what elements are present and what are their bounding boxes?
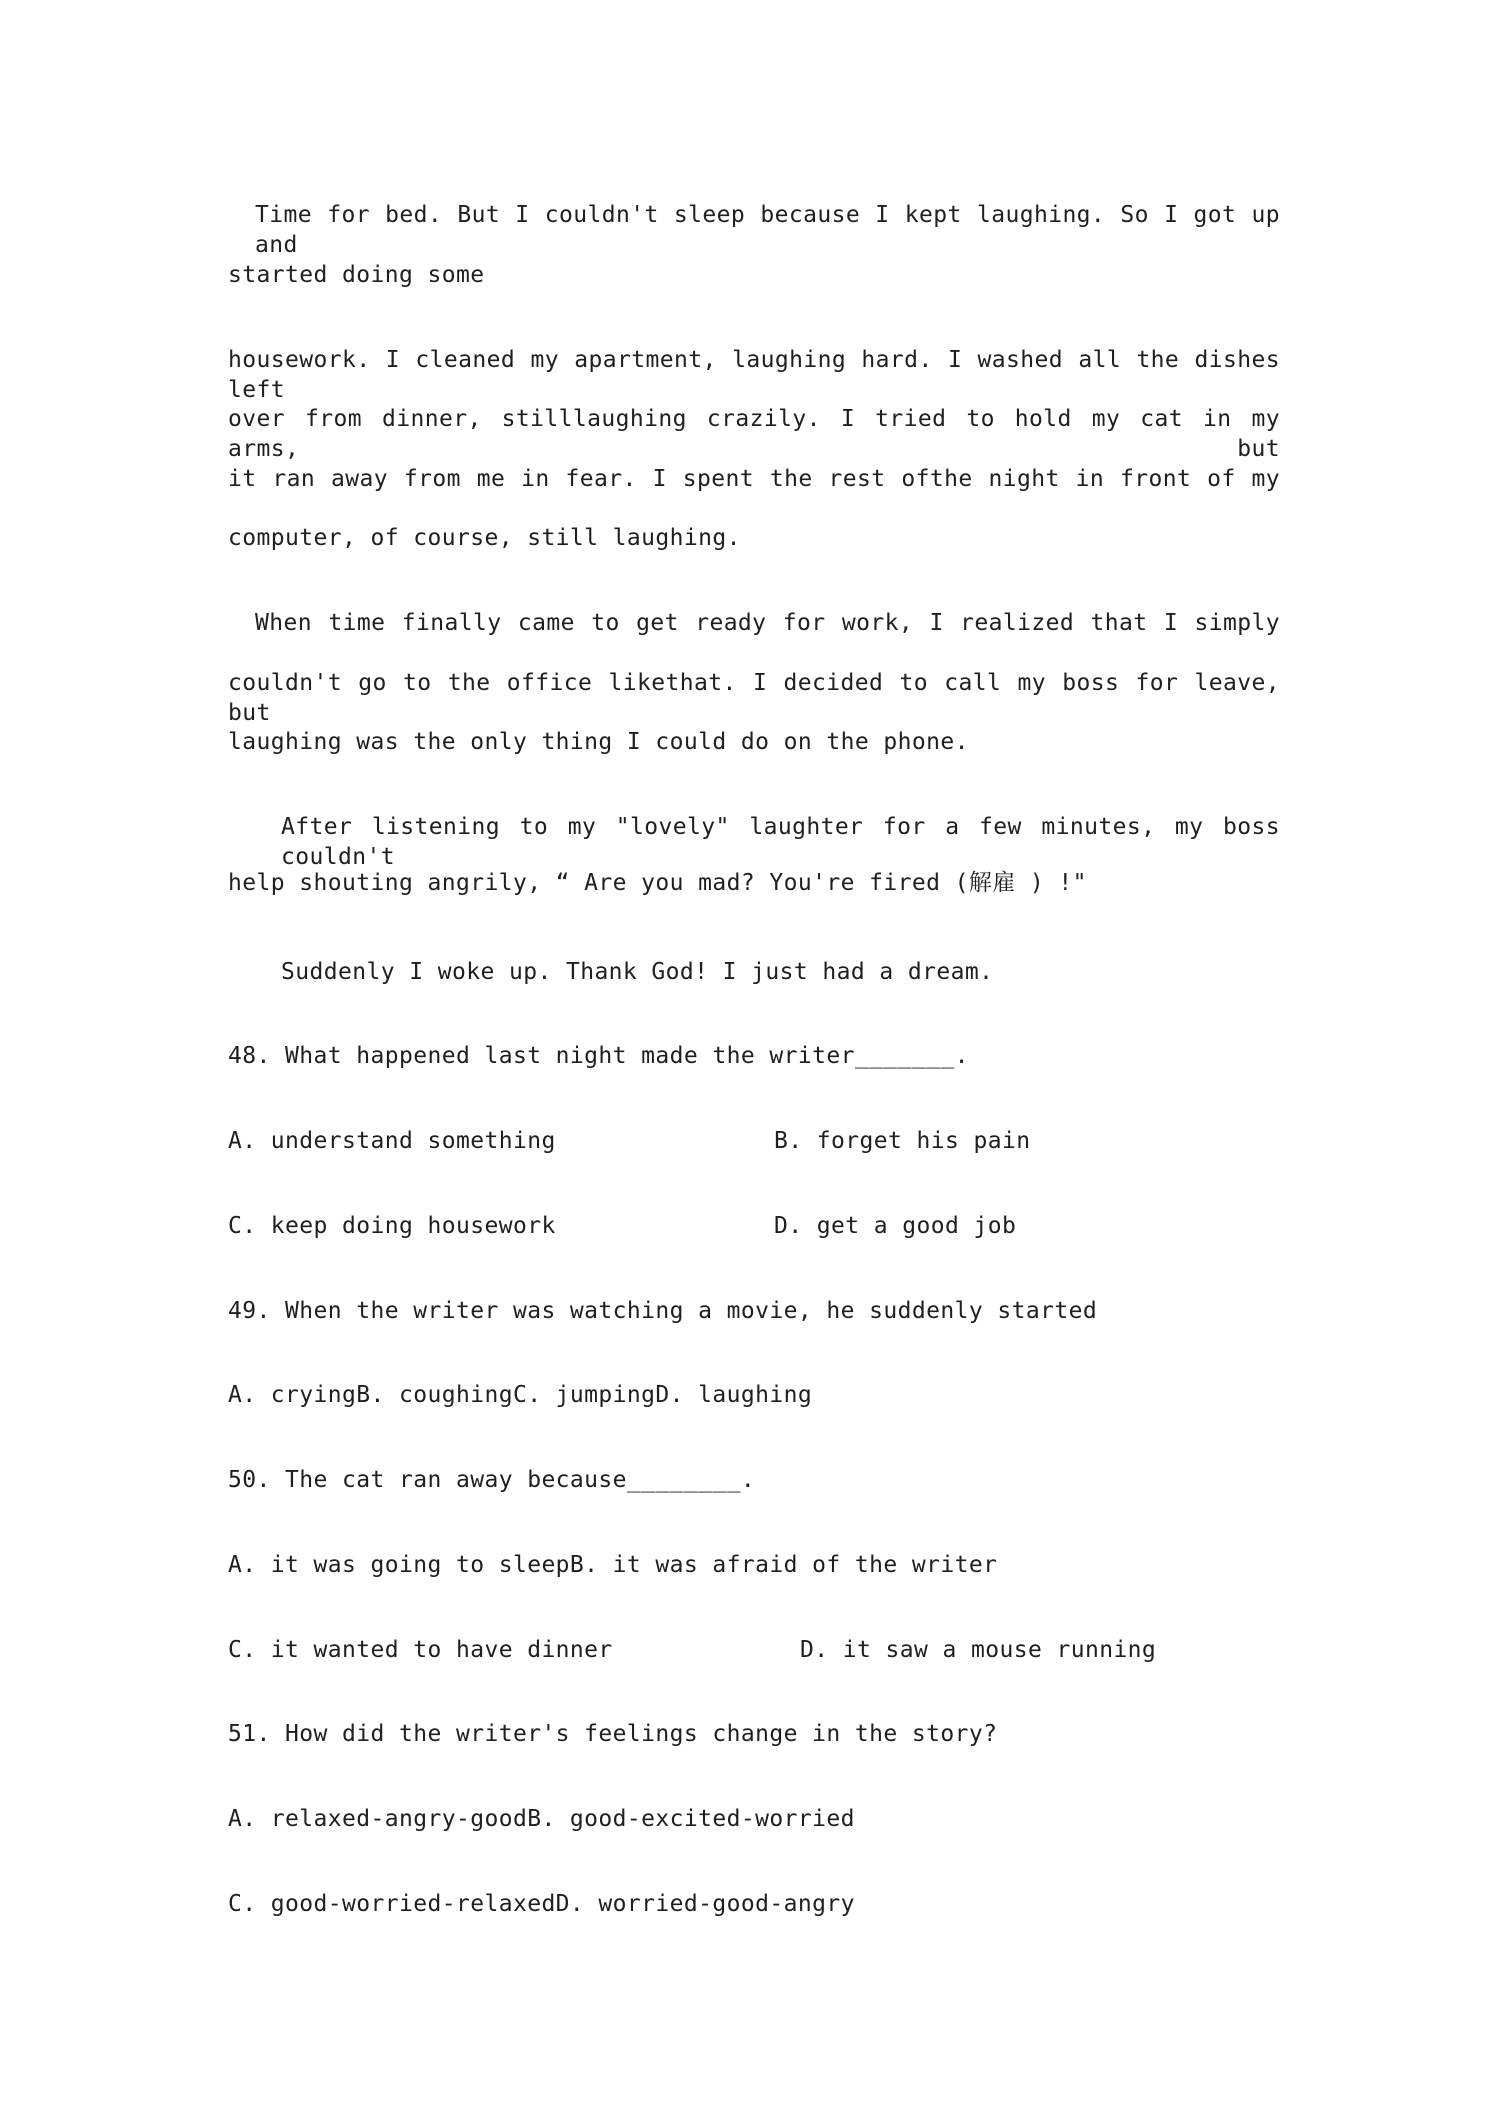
option-b: B. forget his pain bbox=[774, 1128, 1031, 1154]
passage-text: ) !" bbox=[1015, 870, 1087, 896]
passage-line: Time for bed. But I couldn't sleep because I kept laughing. So I got up and bbox=[255, 202, 1280, 258]
option-a: A. understand something bbox=[228, 1128, 556, 1154]
passage-line: Suddenly I woke up. Thank God! I just had a dream. bbox=[281, 959, 994, 985]
option-d: D. it saw a mouse running bbox=[800, 1637, 1157, 1663]
question-stem: 50. The cat ran away because________. bbox=[228, 1467, 756, 1493]
options-line: C. good-worried-relaxedD. worried-good-angry bbox=[228, 1891, 855, 1917]
passage-line: When time finally came to get ready for work, I realized that I simply bbox=[255, 610, 1280, 636]
passage-line: over from dinner, stilllaughing crazily. I tried to hold my cat in my arms, but bbox=[228, 406, 1280, 462]
option-c: C. keep doing housework bbox=[228, 1213, 556, 1239]
passage-text-cjk: 解雇 bbox=[968, 870, 1016, 896]
options-line: A. cryingB. coughingC. jumpingD. laughing bbox=[228, 1382, 813, 1408]
passage-line: computer, of course, still laughing. bbox=[228, 525, 741, 551]
option-c: C. it wanted to have dinner bbox=[228, 1637, 613, 1663]
passage-line bbox=[228, 868, 1087, 898]
question-stem: 49. When the writer was watching a movie, he suddenly started bbox=[228, 1298, 1098, 1324]
passage-line: started doing some bbox=[228, 262, 485, 288]
question-stem: 51. How did the writer's feelings change in the story? bbox=[228, 1721, 998, 1747]
passage-text: help shouting angrily, “ Are you mad? You're fired ( bbox=[228, 870, 969, 896]
option-d: D. get a good job bbox=[774, 1213, 1017, 1239]
passage-line: it ran away from me in fear. I spent the rest ofthe night in front of my bbox=[228, 466, 1280, 492]
passage-line: couldn't go to the office likethat. I decided to call my boss for leave, but bbox=[228, 670, 1280, 726]
passage-line: laughing was the only thing I could do on the phone. bbox=[228, 729, 969, 755]
passage-line: After listening to my "lovely" laughter for a few minutes, my boss couldn't bbox=[281, 814, 1280, 870]
options-line: A. relaxed-angry-goodB. good-excited-worried bbox=[228, 1806, 855, 1832]
options-line: A. it was going to sleepB. it was afraid of the writer bbox=[228, 1552, 998, 1578]
passage-line: housework. I cleaned my apartment, laughing hard. I washed all the dishes left bbox=[228, 347, 1280, 403]
question-stem: 48. What happened last night made the writer_______. bbox=[228, 1043, 969, 1069]
